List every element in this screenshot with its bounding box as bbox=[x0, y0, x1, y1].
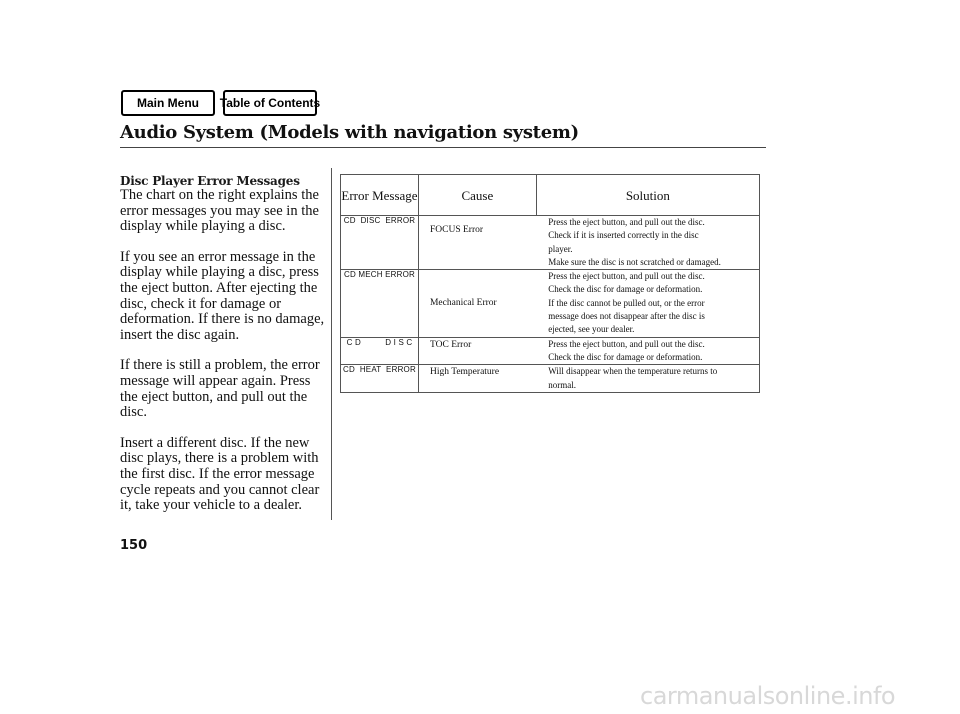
main-menu-button[interactable]: Main Menu bbox=[121, 90, 215, 116]
paragraph-1: The chart on the right explains the error messages you may see in the display while playing a disc. bbox=[120, 187, 319, 235]
subheading: Disc Player Error Messages bbox=[120, 174, 300, 188]
paragraph-3: If there is still a problem, the error message will appear again. Press the eject button, and pull out the disc. bbox=[120, 357, 320, 421]
solution-line: player. bbox=[548, 243, 573, 254]
table-row bbox=[341, 216, 760, 270]
solution-line: Will disappear when the temperature returns to bbox=[548, 366, 718, 377]
title-divider bbox=[120, 147, 766, 148]
table-row bbox=[341, 337, 760, 365]
table-header-row bbox=[341, 175, 760, 216]
error-message-cell: CD HEAT ERROR bbox=[341, 365, 419, 393]
cause-cell: Mechanical Error bbox=[418, 270, 536, 337]
cause-cell: FOCUS Error bbox=[418, 216, 536, 270]
solution-line: normal. bbox=[548, 379, 576, 390]
solution-line: ejected, see your dealer. bbox=[548, 324, 635, 335]
solution-cell bbox=[536, 270, 759, 337]
solution-line: Press the eject button, and pull out the disc. bbox=[548, 217, 705, 227]
left-column bbox=[120, 175, 325, 529]
header-solution: Solution bbox=[536, 175, 759, 216]
cause-cell: High Temperature bbox=[418, 365, 536, 393]
solution-line: message does not disappear after the disc is bbox=[548, 311, 705, 322]
solution-line: Press the eject button, and pull out the disc. bbox=[548, 338, 705, 349]
cause-cell: TOC Error bbox=[418, 337, 536, 365]
table-row bbox=[341, 365, 760, 393]
paragraph-4: Insert a different disc. If the new disc plays, there is a problem with the first disc. If the error message cycle repeats and you cannot clear it, take your vehicle to a dealer. bbox=[120, 434, 320, 514]
solution-line: Check the disc for damage or deformation. bbox=[548, 351, 703, 362]
column-divider bbox=[331, 168, 332, 520]
paragraph-2: If you see an error message in the display while playing a disc, press the eject button. After ejecting the disc, check it for damage or deformation. If there is no damage, insert the disc again. bbox=[120, 248, 325, 343]
error-messages-table bbox=[340, 174, 760, 393]
solution-line: Check the disc for damage or deformation. bbox=[548, 284, 703, 295]
error-message-cell: CD MECH ERROR bbox=[341, 270, 419, 337]
error-message-cell: CD DISC ERROR bbox=[341, 216, 419, 270]
solution-line: Press the eject button, and pull out the disc. bbox=[548, 271, 705, 282]
header-cause: Cause bbox=[418, 175, 536, 216]
page-number: 150 bbox=[120, 538, 148, 553]
watermark: carmanualsonline.info bbox=[640, 682, 896, 710]
table-of-contents-button[interactable]: Table of Contents bbox=[223, 90, 317, 116]
solution-cell bbox=[536, 337, 759, 365]
solution-cell bbox=[536, 216, 759, 270]
table-row bbox=[341, 270, 760, 337]
error-message-cell: C D D I S C bbox=[341, 337, 419, 365]
section-title: Audio System (Models with navigation system) bbox=[120, 122, 579, 143]
solution-line: Check if it is inserted correctly in the disc bbox=[548, 230, 699, 241]
solution-line: If the disc cannot be pulled out, or the error bbox=[548, 297, 705, 308]
solution-cell bbox=[536, 365, 759, 393]
solution-line: Make sure the disc is not scratched or damaged. bbox=[548, 256, 721, 267]
header-error-message: Error Message bbox=[341, 175, 419, 216]
